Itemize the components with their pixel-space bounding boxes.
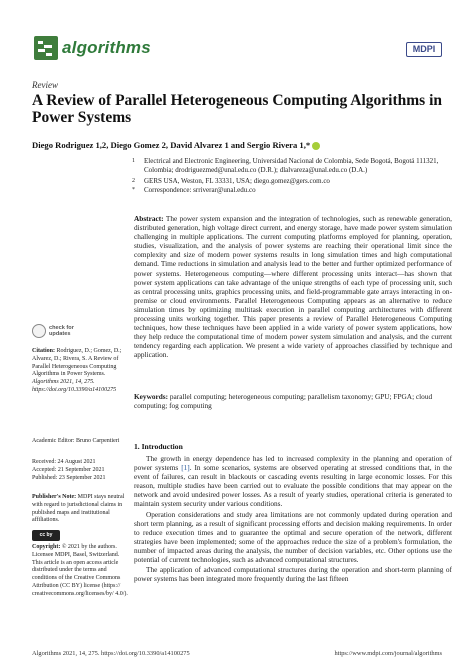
mdpi-logo[interactable]: MDPI: [406, 42, 442, 57]
dates-block: [32, 459, 128, 482]
section-heading-introduction: 1. Introduction: [134, 442, 183, 451]
copyright-text: © 2021 by the authors. Licensee MDPI, Basel, Switzerland. This article is an open access article distributed under the terms and conditions of the Creative Commons Attribution (CC BY) license (https:// creativecommons.org/licenses/by/ 4.0/).: [32, 544, 128, 597]
publisher-note: [32, 494, 128, 525]
keywords: [134, 392, 452, 410]
affiliation-text: Electrical and Electronic Engineering, Universidad Nacional de Colombia, Sede Bogotá, Bogotá 111321, Colombia; drodriguezmed@unal.edu.co (D.R.); dlalvareza@unal.edu.co (D.A.): [144, 157, 439, 174]
published-date: Published: 23 September 2021: [32, 474, 106, 481]
keywords-text: parallel computing; heterogeneous computing; parallelism taxonomy; GPU; FPGA; cloud computing; fog computing: [134, 392, 433, 411]
check-updates-label: check for updates: [49, 325, 74, 338]
correspondence: [0, 186, 474, 195]
footer-citation[interactable]: Algorithms 2021, 14, 275. https://doi.org/10.3390/a14100275: [32, 650, 190, 657]
affiliation-number: 1: [132, 158, 135, 164]
publisher-note-text: MDPI stays neutral with regard to jurisdictional claims in published maps and institutional affiliations.: [32, 494, 125, 524]
article-title: A Review of Parallel Heterogeneous Computing Algorithms in Power Systems: [32, 92, 443, 126]
paragraph: [134, 454, 452, 509]
correspondence-marker: *: [132, 187, 135, 193]
paragraph: The application of advanced computational structures during the operation and short-term planning of power systems has been integrated more frequently during the last fifteen: [134, 565, 452, 584]
orcid-icon[interactable]: [312, 142, 320, 150]
affiliation-number: 2: [132, 178, 135, 184]
citation-block: [32, 348, 128, 395]
check-updates-icon: [32, 324, 46, 338]
paragraph-text: The growth in energy dependence has led to increased complexity in the planning and operation of power systems: [134, 454, 452, 473]
abstract-text: The power system expansion and the integration of technologies, such as renewable generation, distributed generation, high voltage direct current, and energy storage, have made power system simulation challenging in multiple applications. The current computing platforms employed for planning, operation, studies, visualization, and the analysis of power systems are reaching their operational limit since the complexity and size of modern power systems results in long simulation times and high computational demand. Time reductions in simulation and analysis lead to the better and further optimized performance of power systems. Heterogeneous computing—where different processing units interact—has shown that power system applications can take advantage of the unique strengths of each type of processing unit, such as central processing units, graphics processing units, and field-programmable gate arrays interacting in on-premise or cloud environments. Parallel Heterogeneous Computing appears as an alternative to reduce simulation times by optimizing multitask execution in parallel computing architectures with different processing units working together. This paper presents a review of Parallel Heterogeneous Computing techniques, how these techniques have been applied in a wide variety of power system applications, how they help reduce the computational time of modern power system simulation and analysis, and the current tendency regarding each application. We present a wide variety of approaches classified by technique and application.: [134, 214, 452, 360]
paragraph: Operation considerations and study area limitations are not commonly updated during operation and short term planning, as a result of significant processing efforts and decision making requirements. In order to reduce execution times and to guarantee the optimal and secure operation of the network, different strategies have been implemented; some of the approaches reduce the size of a problem's formulation, the number of impacted areas during the analysis, the number of decision variables, etc. Other options use the potential of current technologies, such as advanced computational structures.: [134, 509, 452, 565]
paragraph-text: . In some scenarios, systems are observed operating at stressed conditions that, in the event of failures, can result in blackouts or cascading events resulting in large economic losses. For this reason, multiple studies have been carried out to evaluate the possible conditions that may appear on the network and avoid undesired power losses. As a result of yearly studies, operational criteria is generated to maintain system security under various conditions.: [134, 463, 452, 509]
copyright-block: [32, 544, 128, 599]
keywords-label: Keywords:: [134, 392, 169, 401]
correspondence-text: Correspondence: srriverar@unal.edu.co: [144, 186, 256, 194]
publisher-note-label: Publisher's Note:: [32, 494, 77, 500]
received-date: Received: 24 August 2021: [32, 459, 96, 465]
citation-journal[interactable]: Algorithms 2021, 14, 275. https://doi.org/10.3390/a14100275: [32, 379, 117, 393]
citation-label: Citation:: [32, 348, 55, 354]
citation-text: Rodriguez, D.; Gomez, D.; Alvarez, D.; Rivera, S. A Review of Parallel Heterogeneous Computing Algorithms in Power Systems.: [32, 348, 122, 378]
algorithms-logo-icon: [34, 36, 58, 60]
introduction-body: [134, 454, 452, 584]
affiliation-2: [0, 177, 474, 186]
article-type: Review: [32, 80, 58, 90]
cc-by-license-icon[interactable]: cc by: [32, 530, 60, 541]
authors-text[interactable]: Diego Rodriguez 1,2, Diego Gomez 2, David Alvarez 1 and Sergio Rivera 1,*: [32, 140, 311, 150]
abstract-label: Abstract:: [134, 214, 164, 223]
abstract: [134, 214, 452, 360]
copyright-label: Copyright:: [32, 544, 61, 550]
footer-journal-url[interactable]: https://www.mdpi.com/journal/algorithms: [334, 650, 442, 657]
citation-link[interactable]: [1]: [181, 463, 190, 473]
author-list: [32, 140, 320, 150]
academic-editor: Academic Editor: Bruno Carpentieri: [32, 438, 120, 444]
affiliation-1: [0, 157, 474, 175]
journal-name[interactable]: algorithms: [62, 38, 151, 57]
accepted-date: Accepted: 21 September 2021: [32, 466, 105, 473]
affiliation-text: GERS USA, Weston, FL 33331, USA; diego.gomez@gers.com.co: [144, 177, 330, 185]
